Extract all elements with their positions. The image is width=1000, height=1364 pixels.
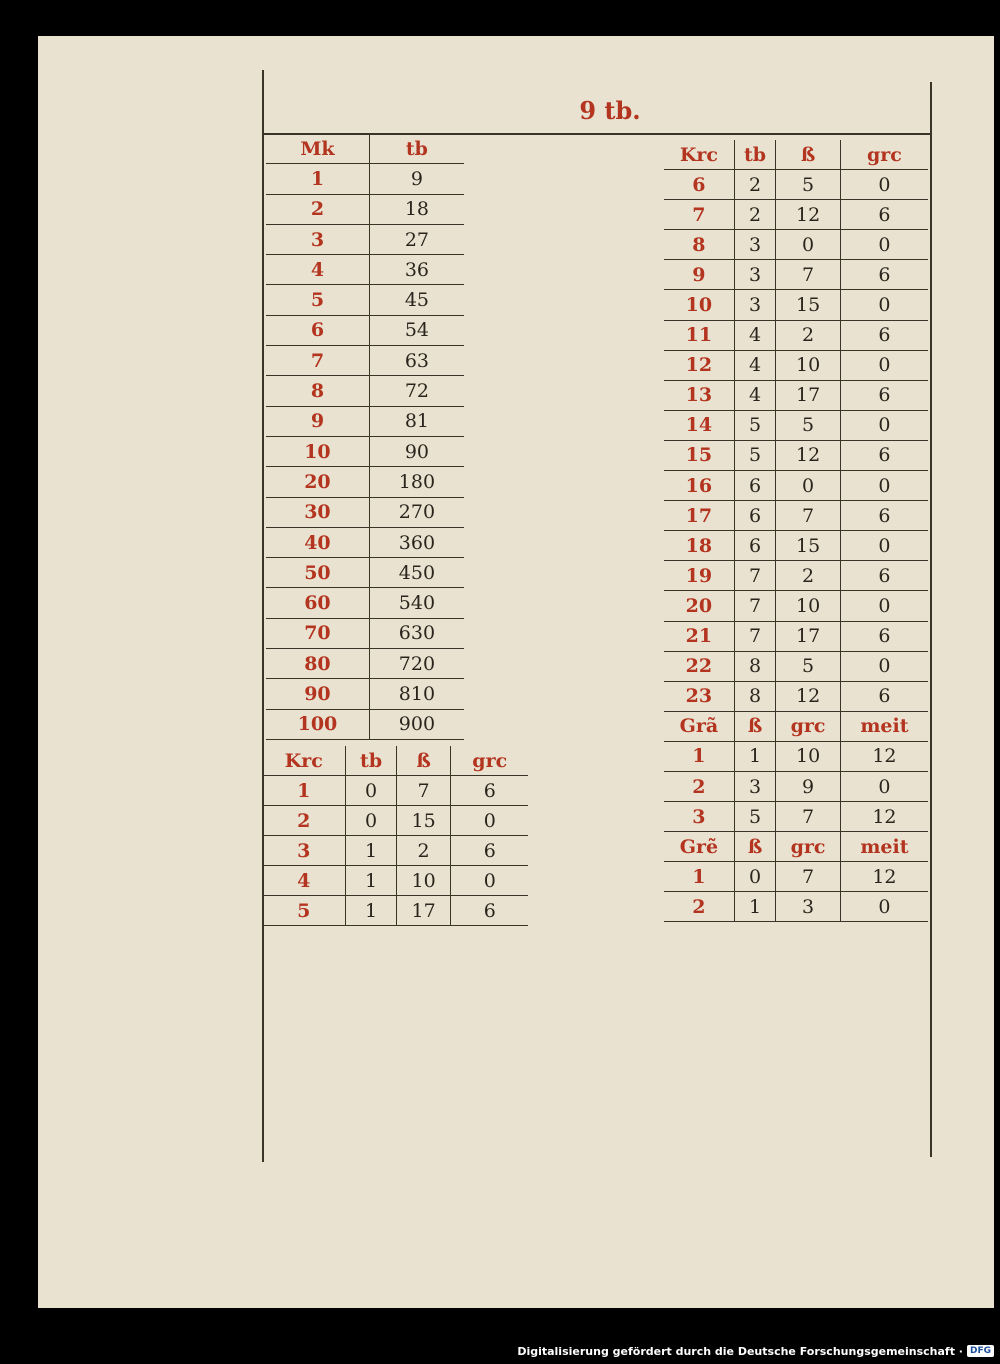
table-row xyxy=(266,376,464,406)
table-row xyxy=(664,651,928,681)
right-header-2: ß xyxy=(776,140,841,170)
table-row xyxy=(664,471,928,501)
right-cell: 5 xyxy=(734,440,776,470)
right-cell: 6 xyxy=(840,561,928,591)
right-gre-header-1: ß xyxy=(734,832,776,862)
table-row xyxy=(266,315,464,345)
right-gre-header-3: meit xyxy=(840,832,928,862)
right-cell: 0 xyxy=(776,471,841,501)
mk-cell: 90 xyxy=(369,436,464,466)
mk-cell: 5 xyxy=(266,285,369,315)
table-row xyxy=(262,836,528,866)
mk-cell: 8 xyxy=(266,376,369,406)
krz-cell: 1 xyxy=(262,776,346,806)
table-row xyxy=(266,497,464,527)
right-cell: 6 xyxy=(840,260,928,290)
right-cell: 0 xyxy=(840,651,928,681)
krz-cell: 2 xyxy=(262,806,346,836)
right-cell: 3 xyxy=(734,260,776,290)
right-cell: 6 xyxy=(840,440,928,470)
mk-cell: 50 xyxy=(266,558,369,588)
table-row xyxy=(266,588,464,618)
krz-cell: 4 xyxy=(262,866,346,896)
right-cell: 8 xyxy=(664,230,734,260)
right-cell: 6 xyxy=(840,200,928,230)
left-margin-rule xyxy=(262,70,264,1162)
right-cell: 6 xyxy=(664,170,734,200)
page-title: 9 tb. xyxy=(579,96,641,125)
table-row xyxy=(262,806,528,836)
table-row xyxy=(266,224,464,254)
right-cell: 21 xyxy=(664,621,734,651)
right-cell: 12 xyxy=(664,350,734,380)
right-cell: 6 xyxy=(840,380,928,410)
krz-cell: 0 xyxy=(451,806,528,836)
right-cell: 5 xyxy=(734,410,776,440)
right-cell: 6 xyxy=(840,621,928,651)
krz-cell: 6 xyxy=(451,776,528,806)
right-cell: 6 xyxy=(734,471,776,501)
right-cell: 10 xyxy=(664,290,734,320)
right-gra-cell: 0 xyxy=(840,771,928,801)
mk-cell: 360 xyxy=(369,527,464,557)
right-gra-cell: 2 xyxy=(664,771,734,801)
mk-cell: 27 xyxy=(369,224,464,254)
right-cell: 14 xyxy=(664,410,734,440)
right-cell: 0 xyxy=(840,350,928,380)
table-row xyxy=(664,380,928,410)
right-cell: 5 xyxy=(776,410,841,440)
footer-credit xyxy=(517,1342,994,1360)
right-gra-cell: 7 xyxy=(776,802,841,832)
table-header-row xyxy=(664,711,928,741)
right-gra-cell: 3 xyxy=(664,802,734,832)
mk-cell: 45 xyxy=(369,285,464,315)
table-header-row xyxy=(664,140,928,170)
right-cell: 7 xyxy=(734,621,776,651)
right-cell: 2 xyxy=(734,200,776,230)
right-gra-cell: 9 xyxy=(776,771,841,801)
mk-cell: 30 xyxy=(266,497,369,527)
right-header-3: grc xyxy=(840,140,928,170)
mk-cell: 7 xyxy=(266,346,369,376)
right-gra-cell: 10 xyxy=(776,741,841,771)
right-cell: 19 xyxy=(664,561,734,591)
right-cell: 16 xyxy=(664,471,734,501)
right-cell: 8 xyxy=(734,651,776,681)
mk-cell: 3 xyxy=(266,224,369,254)
right-cell: 12 xyxy=(776,681,841,711)
table-row xyxy=(664,591,928,621)
right-cell: 20 xyxy=(664,591,734,621)
krz-cell: 17 xyxy=(396,896,451,926)
table-krz-small xyxy=(262,746,528,926)
footer-credit-text: Digitalisierung gefördert durch die Deutsche Forschungsgemeinschaft · xyxy=(517,1344,963,1358)
right-cell: 7 xyxy=(776,501,841,531)
table-row xyxy=(266,527,464,557)
mk-cell: 9 xyxy=(369,164,464,194)
table-row xyxy=(664,260,928,290)
krz-cell: 10 xyxy=(396,866,451,896)
table-header-row xyxy=(664,832,928,862)
right-gre-cell: 0 xyxy=(840,892,928,922)
mk-cell: 720 xyxy=(369,649,464,679)
right-gre-cell: 12 xyxy=(840,862,928,892)
krz-cell: 1 xyxy=(346,836,396,866)
table-row xyxy=(664,741,928,771)
right-gre-cell: 0 xyxy=(734,862,776,892)
right-cell: 8 xyxy=(734,681,776,711)
right-gre-header-0: Grẽ xyxy=(664,832,734,862)
mk-cell: 81 xyxy=(369,406,464,436)
right-cell: 12 xyxy=(776,440,841,470)
right-cell: 2 xyxy=(776,320,841,350)
mk-cell: 900 xyxy=(369,709,464,739)
dfg-logo: DFG xyxy=(967,1345,994,1357)
table-row xyxy=(664,290,928,320)
right-cell: 3 xyxy=(734,230,776,260)
krz-cell: 0 xyxy=(451,866,528,896)
right-cell: 7 xyxy=(734,561,776,591)
mk-cell: 9 xyxy=(266,406,369,436)
mk-header-1: tb xyxy=(369,134,464,164)
table-row xyxy=(266,406,464,436)
table-row xyxy=(262,866,528,896)
table-row xyxy=(262,896,528,926)
right-gre-cell: 3 xyxy=(776,892,841,922)
table-row xyxy=(266,285,464,315)
mk-cell: 63 xyxy=(369,346,464,376)
right-gre-cell: 2 xyxy=(664,892,734,922)
right-cell: 5 xyxy=(776,651,841,681)
right-cell: 6 xyxy=(734,501,776,531)
table-row xyxy=(266,194,464,224)
table-row xyxy=(664,531,928,561)
table-row xyxy=(664,410,928,440)
table-row xyxy=(664,892,928,922)
table-row xyxy=(266,558,464,588)
right-cell: 17 xyxy=(664,501,734,531)
right-cell: 13 xyxy=(664,380,734,410)
table-row xyxy=(664,501,928,531)
mk-cell: 54 xyxy=(369,315,464,345)
right-gre-header-2: grc xyxy=(776,832,841,862)
krz-header-0: Krc xyxy=(262,746,346,776)
table-row xyxy=(266,346,464,376)
table-row xyxy=(664,802,928,832)
right-cell: 15 xyxy=(776,531,841,561)
table-row xyxy=(664,862,928,892)
mk-cell: 60 xyxy=(266,588,369,618)
krz-cell: 1 xyxy=(346,866,396,896)
krz-cell: 1 xyxy=(346,896,396,926)
right-gra-header-1: ß xyxy=(734,711,776,741)
right-cell: 23 xyxy=(664,681,734,711)
right-cell: 0 xyxy=(840,170,928,200)
right-gra-cell: 5 xyxy=(734,802,776,832)
mk-cell: 810 xyxy=(369,679,464,709)
table-row xyxy=(266,709,464,739)
mk-header-0: Mk xyxy=(266,134,369,164)
table-row xyxy=(266,618,464,648)
right-cell: 17 xyxy=(776,380,841,410)
right-cell: 7 xyxy=(776,260,841,290)
right-gra-header-3: meit xyxy=(840,711,928,741)
table-row xyxy=(664,681,928,711)
mk-cell: 36 xyxy=(369,255,464,285)
mk-cell: 630 xyxy=(369,618,464,648)
table-row xyxy=(266,164,464,194)
right-cell: 4 xyxy=(734,350,776,380)
table-mk xyxy=(266,134,464,740)
right-cell: 2 xyxy=(776,561,841,591)
table-row xyxy=(266,679,464,709)
right-cell: 3 xyxy=(734,290,776,320)
krz-cell: 0 xyxy=(346,776,396,806)
krz-cell: 5 xyxy=(262,896,346,926)
right-cell: 7 xyxy=(664,200,734,230)
right-cell: 0 xyxy=(840,290,928,320)
table-row xyxy=(664,350,928,380)
right-gra-cell: 1 xyxy=(734,741,776,771)
krz-header-3: grc xyxy=(451,746,528,776)
krz-header-1: tb xyxy=(346,746,396,776)
table-row xyxy=(664,170,928,200)
right-cell: 6 xyxy=(840,320,928,350)
mk-cell: 90 xyxy=(266,679,369,709)
mk-cell: 40 xyxy=(266,527,369,557)
mk-cell: 100 xyxy=(266,709,369,739)
right-cell: 22 xyxy=(664,651,734,681)
mk-cell: 20 xyxy=(266,467,369,497)
table-row xyxy=(664,230,928,260)
right-cell: 6 xyxy=(840,681,928,711)
krz-cell: 0 xyxy=(346,806,396,836)
table-row xyxy=(266,255,464,285)
krz-cell: 3 xyxy=(262,836,346,866)
right-cell: 12 xyxy=(776,200,841,230)
right-cell: 4 xyxy=(734,380,776,410)
right-cell: 2 xyxy=(734,170,776,200)
mk-cell: 18 xyxy=(369,194,464,224)
right-margin-rule xyxy=(930,82,932,1157)
table-row xyxy=(664,200,928,230)
right-cell: 0 xyxy=(776,230,841,260)
right-cell: 18 xyxy=(664,531,734,561)
mk-cell: 6 xyxy=(266,315,369,345)
right-cell: 0 xyxy=(840,531,928,561)
table-row xyxy=(266,467,464,497)
right-cell: 15 xyxy=(776,290,841,320)
mk-cell: 10 xyxy=(266,436,369,466)
right-gra-header-2: grc xyxy=(776,711,841,741)
mk-cell: 1 xyxy=(266,164,369,194)
right-cell: 6 xyxy=(840,501,928,531)
right-cell: 10 xyxy=(776,350,841,380)
right-cell: 10 xyxy=(776,591,841,621)
right-gra-cell: 12 xyxy=(840,741,928,771)
right-cell: 0 xyxy=(840,591,928,621)
table-row xyxy=(664,320,928,350)
krz-cell: 2 xyxy=(396,836,451,866)
krz-cell: 15 xyxy=(396,806,451,836)
krz-cell: 6 xyxy=(451,836,528,866)
mk-cell: 4 xyxy=(266,255,369,285)
mk-cell: 70 xyxy=(266,618,369,648)
right-gre-cell: 1 xyxy=(734,892,776,922)
table-row xyxy=(266,649,464,679)
right-gra-header-0: Grã xyxy=(664,711,734,741)
right-header-1: tb xyxy=(734,140,776,170)
right-header-0: Krc xyxy=(664,140,734,170)
right-cell: 5 xyxy=(776,170,841,200)
right-cell: 11 xyxy=(664,320,734,350)
right-gra-cell: 1 xyxy=(664,741,734,771)
mk-cell: 80 xyxy=(266,649,369,679)
table-row xyxy=(262,776,528,806)
mk-cell: 270 xyxy=(369,497,464,527)
krz-header-2: ß xyxy=(396,746,451,776)
right-gre-cell: 7 xyxy=(776,862,841,892)
mk-cell: 180 xyxy=(369,467,464,497)
mk-cell: 2 xyxy=(266,194,369,224)
right-cell: 0 xyxy=(840,410,928,440)
right-gre-cell: 1 xyxy=(664,862,734,892)
krz-cell: 6 xyxy=(451,896,528,926)
right-gra-cell: 12 xyxy=(840,802,928,832)
right-cell: 7 xyxy=(734,591,776,621)
right-gra-cell: 3 xyxy=(734,771,776,801)
right-cell: 4 xyxy=(734,320,776,350)
table-row xyxy=(664,771,928,801)
table-row xyxy=(664,621,928,651)
table-row xyxy=(266,436,464,466)
right-cell: 9 xyxy=(664,260,734,290)
table-right xyxy=(664,140,928,922)
mk-cell: 72 xyxy=(369,376,464,406)
right-cell: 6 xyxy=(734,531,776,561)
right-cell: 15 xyxy=(664,440,734,470)
right-cell: 0 xyxy=(840,471,928,501)
right-cell: 17 xyxy=(776,621,841,651)
table-row xyxy=(664,440,928,470)
right-cell: 0 xyxy=(840,230,928,260)
table-row xyxy=(664,561,928,591)
mk-cell: 540 xyxy=(369,588,464,618)
mk-cell: 450 xyxy=(369,558,464,588)
krz-cell: 7 xyxy=(396,776,451,806)
